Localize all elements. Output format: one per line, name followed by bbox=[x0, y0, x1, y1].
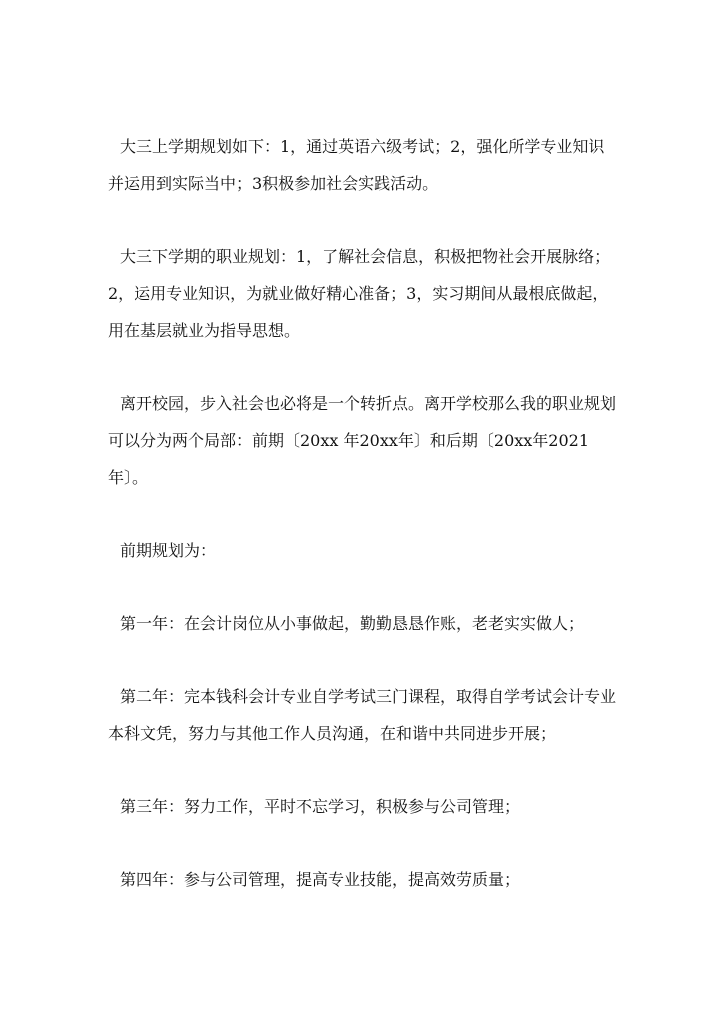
paragraph-year-one: 第一年：在会计岗位从小事做起，勤勤恳恳作账，老老实实做人； bbox=[120, 614, 585, 633]
paragraph-early-plan-heading: 前期规划为： bbox=[120, 541, 217, 560]
paragraph-junior-second-semester-plan: 大三下学期的职业规划：1，了解社会信息，积极把物社会开展脉络；2，运用专业知识，为就业做好精心准备；3，实习期间从最根底做起，用在基层就业为指导思想。 bbox=[108, 247, 611, 340]
document-body bbox=[108, 128, 618, 898]
paragraph-year-four: 第四年：参与公司管理，提高专业技能，提高效劳质量； bbox=[120, 870, 521, 889]
paragraph-year-two: 第二年：完本钱科会计专业自学考试三门课程，取得自学考试会计专业本科文凭，努力与其他工作人员沟通，在和谐中共同进步开展； bbox=[108, 687, 617, 743]
paragraph-leaving-campus: 离开校园，步入社会也必将是一个转折点。离开学校那么我的职业规划可以分为两个局部：前期〔20xx 年20xx年〕和后期〔20xx年2021年〕。 bbox=[108, 394, 617, 487]
paragraph-year-three: 第三年：努力工作，平时不忘学习，积极参与公司管理； bbox=[120, 797, 521, 816]
paragraph-junior-first-semester-plan: 大三上学期规划如下：1，通过英语六级考试；2，强化所学专业知识并运用到实际当中；3积极参加社会实践活动。 bbox=[108, 137, 605, 193]
